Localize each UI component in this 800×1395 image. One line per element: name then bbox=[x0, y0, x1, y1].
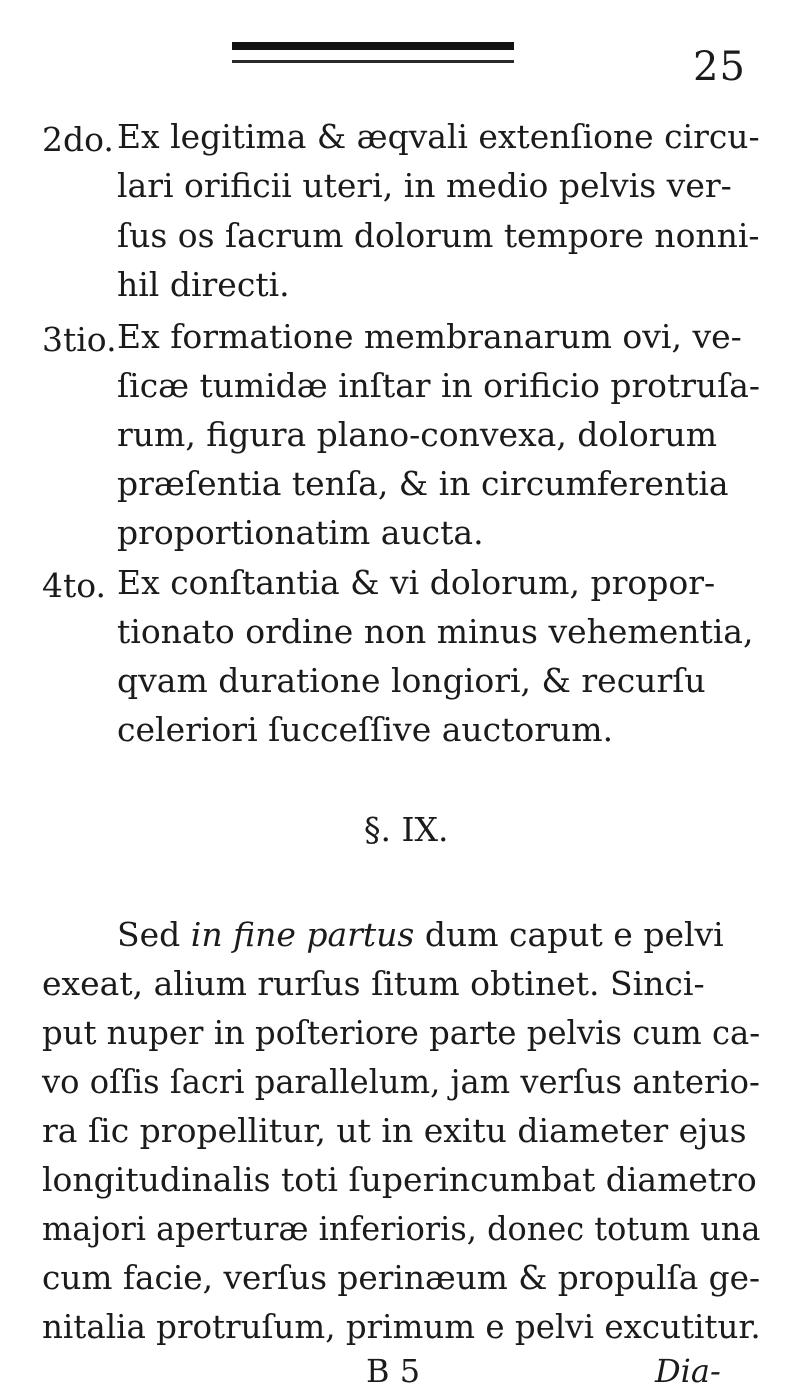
text-line: vo oſſis ſacri parallelum, jam verſus anterio- bbox=[42, 1062, 760, 1101]
text-line: rum, figura plano-convexa, dolorum bbox=[117, 415, 718, 454]
header-rule-thin bbox=[232, 60, 514, 63]
paragraph-first-line bbox=[117, 915, 724, 954]
item-number: 4to. bbox=[42, 566, 107, 605]
text-line: exeat, alium rurſus ſitum obtinet. Sinci- bbox=[42, 964, 705, 1003]
text-line: Ex formatione membranarum ovi, ve- bbox=[117, 317, 742, 356]
paragraph-italic: in fine partus bbox=[190, 915, 415, 954]
text-line: cum facie, verſus perinæum & propulſa ge- bbox=[42, 1258, 761, 1297]
header-rule bbox=[232, 42, 514, 50]
text-line: majori aperturæ inferioris, donec totum una bbox=[42, 1209, 761, 1248]
text-line: lari orificii uteri, in medio pelvis ver- bbox=[117, 166, 732, 205]
item-number: 3tio. bbox=[42, 320, 117, 359]
text-line: nitalia protruſum, primum e pelvi excutitur. bbox=[42, 1307, 761, 1346]
text-line: celeriori ſucceſſive auctorum. bbox=[117, 710, 614, 749]
signature-mark: B 5 bbox=[366, 1352, 421, 1390]
text-line: hil directi. bbox=[117, 265, 290, 304]
text-line: tionato ordine non minus vehementia, bbox=[117, 612, 754, 651]
text-line: proportionatim aucta. bbox=[117, 513, 484, 552]
text-line: ſicæ tumidæ inſtar in orificio protruſa- bbox=[117, 366, 761, 405]
text-line: longitudinalis toti ſuperincumbat diametro bbox=[42, 1160, 757, 1199]
item-number: 2do. bbox=[42, 120, 114, 159]
paragraph-rest: dum caput e pelvi bbox=[414, 915, 724, 954]
text-line: qvam duratione longiori, & recurſu bbox=[117, 661, 706, 700]
text-line: Ex legitima & æqvali extenſione circu- bbox=[117, 117, 760, 156]
text-line: præſentia tenſa, & in circumferentia bbox=[117, 464, 729, 503]
paragraph-intro: Sed bbox=[117, 915, 191, 954]
text-line: ra ſic propellitur, ut in exitu diameter ejus bbox=[42, 1111, 747, 1150]
catchword: Dia- bbox=[655, 1352, 721, 1390]
section-heading: §. IX. bbox=[364, 810, 449, 849]
text-line: put nuper in poſteriore parte pelvis cum ca- bbox=[42, 1013, 761, 1052]
text-line: Ex conſtantia & vi dolorum, propor- bbox=[117, 563, 716, 602]
text-line: ſus os ſacrum dolorum tempore nonni- bbox=[117, 216, 760, 255]
page-number: 25 bbox=[693, 44, 746, 90]
